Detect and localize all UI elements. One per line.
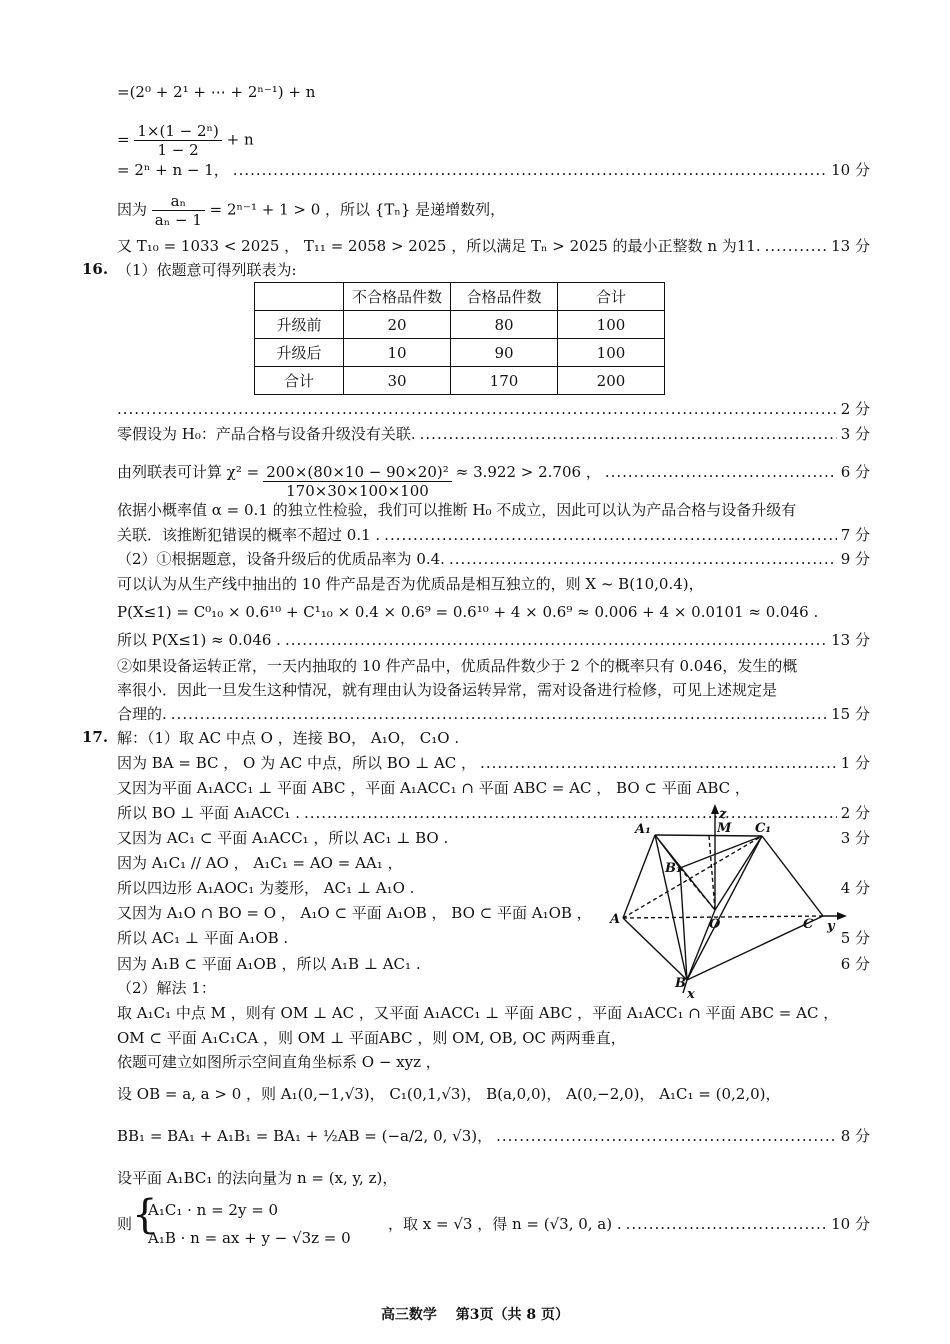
eq-pre: = <box>117 130 130 149</box>
q17-line-3: 又因为平面 A₁ACC₁ ⊥ 平面 ABC ，平面 A₁ACC₁ ∩ 平面 ABC = AC ， BO ⊂ 平面 ABC ， <box>117 779 750 797</box>
edge-o-c1 <box>715 836 762 910</box>
table-cell: 10 <box>344 339 451 367</box>
line-text: BB₁ = BA₁ + A₁B₁ = BA₁ + ½AB = (−a/2, 0, √3)， <box>117 1127 493 1145</box>
table-cell: 合计 <box>558 283 665 311</box>
line-min-n <box>117 236 870 256</box>
label-z: z <box>719 807 727 822</box>
table-cell: 不合格品件数 <box>344 283 451 311</box>
label-c: C <box>803 917 814 932</box>
fraction-den: aₙ − 1 <box>154 211 202 229</box>
line-text: 由列联表可计算 χ² = <box>117 463 260 481</box>
fraction-den: 170×30×100×100 <box>286 482 429 500</box>
table-cell: 升级前 <box>255 311 344 339</box>
fraction-den: 1 − 2 <box>157 141 199 159</box>
line-alpha-1: 依据小概率值 α = 0.1 的独立性检验，我们可以推断 H₀ 不成立，因此可以认为产品合格与设备升级有 <box>117 501 797 519</box>
line-sum: =(2⁰ + 2¹ + ⋯ + 2ⁿ⁻¹) + n <box>117 83 316 101</box>
line-text: 关联．该推断犯错误的概率不超过 0.1 . <box>117 526 381 544</box>
line-text: ≈ 3.922 > 2.706 ， <box>455 463 601 481</box>
line-probability: P(X≤1) = C⁰₁₀ × 0.6¹⁰ + C¹₁₀ × 0.4 × 0.6⁹ = 0.6¹⁰ + 4 × 0.6⁹ ≈ 0.006 + 4 × 0.0101 ≈ 0.046 . <box>117 603 819 621</box>
table-row <box>255 311 665 339</box>
q17-line-2 <box>117 753 870 773</box>
score: 2 分 <box>840 400 870 418</box>
fraction-num: 200×(80×10 − 90×20)² <box>263 463 452 482</box>
edge-b1-c1 <box>680 836 762 868</box>
q17-line-1: 解：（1）取 AC 中点 O ，连接 BO， A₁O， C₁O . <box>117 729 460 747</box>
q17-then: 则 <box>117 1215 133 1233</box>
table-cell: 100 <box>558 311 665 339</box>
fraction <box>263 463 452 500</box>
fraction-num: 1×(1 − 2ⁿ) <box>134 122 222 141</box>
score: 1 分 <box>840 754 870 772</box>
q17-line-7: 所以四边形 A₁AOC₁ 为菱形， AC₁ ⊥ A₁O . <box>117 879 415 897</box>
page-footer: 高三数学 第3页（共 8 页） <box>380 1307 570 1323</box>
table-cell: 30 <box>344 367 451 395</box>
line-fraction <box>117 122 254 159</box>
q17-line-10: 因为 A₁B ⊂ 平面 A₁OB ，所以 A₁B ⊥ AC₁ . <box>117 955 421 973</box>
table-cell: 合格品件数 <box>451 283 558 311</box>
score: 6 分 <box>840 463 870 481</box>
label-x: x <box>687 987 695 1000</box>
edge-a-c-dashed <box>623 916 823 918</box>
score: 7 分 <box>840 526 870 544</box>
table-row <box>255 339 665 367</box>
edge-m-o-dashed <box>709 836 715 910</box>
line-text: 零假设为 H₀：产品合格与设备升级没有关联. <box>117 425 416 443</box>
eq-post: + n <box>226 130 254 149</box>
line-text: 因为 BA = BC ， O 为 AC 中点，所以 BO ⊥ AC ， <box>117 754 477 772</box>
q17-line-5 <box>117 828 637 848</box>
score: 13 分 <box>831 631 870 649</box>
edge-c1-b <box>687 836 762 980</box>
edge-o-a1 <box>655 835 715 910</box>
fraction <box>134 122 222 159</box>
q17-line-17: 设平面 A₁BC₁ 的法向量为 n = (x, y, z)， <box>117 1169 398 1187</box>
line-chi-square <box>117 462 870 500</box>
line-part2 <box>117 549 870 569</box>
fraction-num: aₙ <box>152 192 205 211</box>
q17-line-13: OM ⊂ 平面 A₁C₁CA ，则 OM ⊥ 平面ABC ，则 OM, OB, OC 两两垂直， <box>117 1029 626 1047</box>
table-cell: 80 <box>451 311 558 339</box>
q17-line-11: （2）解法 1： <box>117 979 216 997</box>
system-eq-2: A₁B · n = ax + y − √3z = 0 <box>148 1229 351 1247</box>
text: 因为 <box>117 200 148 219</box>
label-a: A <box>610 912 621 927</box>
label-m: M <box>717 821 732 836</box>
line-conclusion <box>117 630 870 650</box>
line-alpha-2 <box>117 525 870 545</box>
text: = 2ⁿ⁻¹ + 1 > 0 ，所以 {Tₙ} 是递增数列， <box>209 200 506 219</box>
q16-part1: （1）依题意可得列联表为: <box>117 261 297 279</box>
axis-y-arrow <box>837 912 847 920</box>
score: 8 分 <box>840 1127 870 1145</box>
q17-line-18 <box>388 1214 870 1234</box>
label-c1: C₁ <box>755 821 772 836</box>
question-number-17: 17. <box>82 728 109 746</box>
q17-line-16 <box>117 1126 870 1146</box>
table-cell: 100 <box>558 339 665 367</box>
score: 2 分 <box>840 804 870 822</box>
score: 15 分 <box>831 705 870 723</box>
edge-a-b <box>623 918 687 980</box>
score: 6 分 <box>840 955 870 973</box>
line-text: ，取 x = √3 ，得 n = (√3, 0, a) . <box>388 1215 622 1233</box>
table-cell: 合计 <box>255 367 344 395</box>
line-text: 合理的. <box>117 705 167 723</box>
edge-a1-a <box>623 835 655 918</box>
table-cell: 90 <box>451 339 558 367</box>
table-cell: 200 <box>558 367 665 395</box>
q17-line-9: 所以 AC₁ ⊥ 平面 A₁OB . <box>117 929 289 947</box>
line-h0 <box>117 424 870 444</box>
q17-line-15: 设 OB = a, a > 0 ，则 A₁(0,−1,√3)， C₁(0,1,√3)， B(a,0,0)， A(0,−2,0)， A₁C₁ = (0,2,0)， <box>117 1085 781 1103</box>
line-text: 所以 BO ⊥ 平面 A₁ACC₁ . <box>117 804 300 822</box>
line-text: = 2ⁿ + n − 1， <box>117 161 229 179</box>
line-comment-1: ②如果设备运转正常，一天内抽取的 10 件产品中，优质品件数少于 2 个的概率只有 0.046，发生的概 <box>117 657 798 675</box>
line-comment-2: 率很小．因此一旦发生这种情况，就有理由认为设备运转异常，需对设备进行检修，可见上述规定是 <box>117 681 778 699</box>
score: 3 分 <box>840 425 870 443</box>
table-row <box>255 367 665 395</box>
label-b: B <box>675 976 686 991</box>
line-result <box>117 160 870 180</box>
axis-z-arrow <box>711 804 719 814</box>
table-cell: 20 <box>344 311 451 339</box>
line-text: 又 T₁₀ = 1033 < 2025 ， T₁₁ = 2058 > 2025 ，所以满足 Tₙ > 2025 的最小正整数 n 为11. <box>117 237 761 255</box>
q17-line-12: 取 A₁C₁ 中点 M ，则有 OM ⊥ AC ，又平面 A₁ACC₁ ⊥ 平面 ABC ，平面 A₁ACC₁ ∩ 平面 ABC = AC ， <box>117 1004 839 1022</box>
score: 5 分 <box>840 929 870 947</box>
table-cell: 170 <box>451 367 558 395</box>
q17-line-8: 又因为 A₁O ∩ BO = O ， A₁O ⊂ 平面 A₁OB ， BO ⊂ 平面 A₁OB ， <box>117 904 592 922</box>
score: 13 分 <box>831 237 870 255</box>
table-cell <box>255 283 344 311</box>
prism-figure <box>605 800 855 1000</box>
score: 9 分 <box>840 550 870 568</box>
line-text: （2）①根据题意，设备升级后的优质品率为 0.4. <box>117 550 445 568</box>
score: 10 分 <box>831 161 870 179</box>
question-number-16: 16. <box>82 260 109 278</box>
line-text: 所以 P(X≤1) ≈ 0.046 . <box>117 631 281 649</box>
q17-line-14: 依题可建立如图所示空间直角坐标系 O − xyz ， <box>117 1053 441 1071</box>
score: 4 分 <box>840 879 870 897</box>
label-y: y <box>827 919 835 934</box>
system-eq-1: A₁C₁ · n = 2y = 0 <box>148 1201 279 1219</box>
line-score-2 <box>117 399 870 419</box>
label-o: O <box>709 917 721 932</box>
edge-c1-c <box>762 836 823 916</box>
label-b1: B₁ <box>665 861 682 876</box>
left-brace-icon: { <box>132 1192 158 1238</box>
line-independent: 可以认为从生产线中抽出的 10 件产品是否为优质品是相互独立的，则 X ~ B(10,0.4)， <box>117 575 704 593</box>
line-comment-3 <box>117 704 870 724</box>
label-a1: A₁ <box>635 822 651 837</box>
line-increasing <box>117 192 505 229</box>
line-text: 又因为 AC₁ ⊂ 平面 A₁ACC₁ ，所以 AC₁ ⊥ BO . <box>117 829 449 847</box>
score: 10 分 <box>831 1215 870 1233</box>
fraction <box>152 192 205 229</box>
q17-line-6: 因为 A₁C₁ // AO ， A₁C₁ = AO = AA₁ ， <box>117 854 403 872</box>
table-cell: 升级后 <box>255 339 344 367</box>
score: 3 分 <box>840 829 870 847</box>
edge-a1-c1 <box>655 835 762 836</box>
contingency-table <box>254 282 665 395</box>
table-row <box>255 283 665 311</box>
